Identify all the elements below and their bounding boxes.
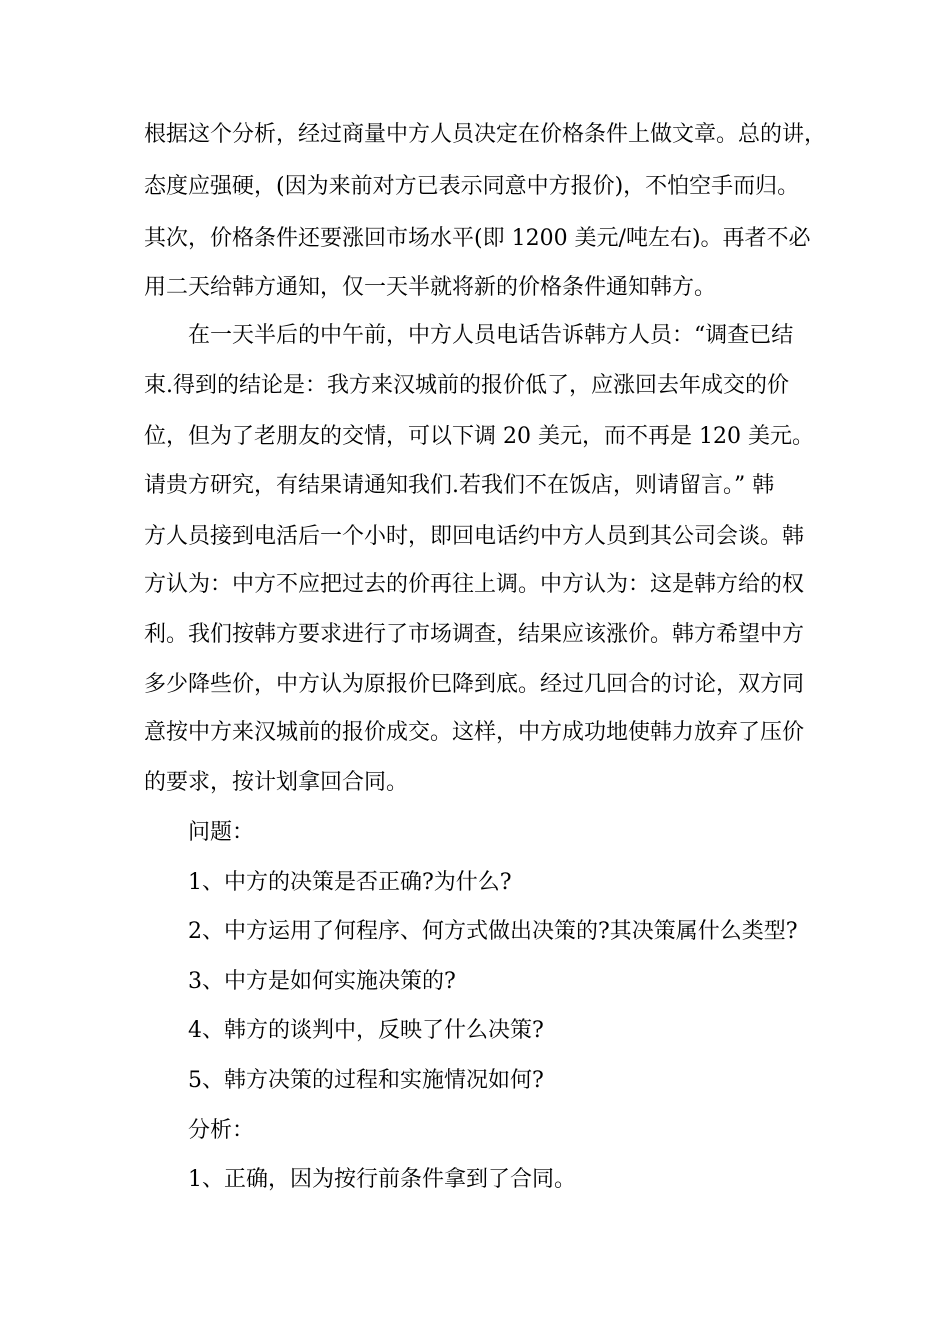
analysis-heading: 分析： <box>188 1118 255 1143</box>
paragraph-1-line-3: 其次，价格条件还要涨回市场水平(即 1200 美元/吨左右)。再者不必 <box>144 226 811 251</box>
question-5: 5、韩方决策的过程和实施情况如何? <box>188 1068 544 1093</box>
paragraph-2-line-3: 位，但为了老朋友的交情，可以下调 20 美元，而不再是 120 美元。 <box>144 424 814 449</box>
paragraph-2-line-5: 方人员接到电活后一个小时，即回电话约中方人员到其公司会谈。韩 <box>144 524 805 549</box>
analysis-item-1: 1、正确，因为按行前条件拿到了合同。 <box>188 1167 576 1192</box>
paragraph-2-line-1: 在一天半后的中午前，中方人员电话告诉韩方人员：“调查已结 <box>188 323 794 348</box>
paragraph-2-line-2: 束.得到的结论是：我方来汉城前的报价低了，应涨回去年成交的价 <box>144 373 789 398</box>
paragraph-2-line-7: 利。我们按韩方要求进行了市场调查，结果应该涨价。韩方希望中方 <box>144 622 805 647</box>
question-1: 1、中方的决策是否正确?为什么? <box>188 870 512 895</box>
question-3: 3、中方是如何实施决策的? <box>188 969 456 994</box>
paragraph-1-line-4: 用二天给韩方通知，仅一天半就将新的价格条件通知韩方。 <box>144 275 717 300</box>
paragraph-2-line-10: 的要求，按计划拿回合同。 <box>144 770 409 795</box>
questions-heading: 问题： <box>188 820 255 845</box>
paragraph-1-line-2: 态度应强硬，(因为来前对方已表示同意中方报价)，不怕空手而归。 <box>144 174 800 199</box>
paragraph-2-line-6: 方认为：中方不应把过去的价再往上调。中方认为：这是韩方给的权 <box>144 572 805 597</box>
question-2: 2、中方运用了何程序、何方式做出决策的?其决策属什么类型? <box>188 919 798 944</box>
paragraph-2-line-8: 多少降些价，中方认为原报价巳降到底。经过几回合的讨论，双方同 <box>144 672 805 697</box>
question-4: 4、韩方的谈判中，反映了什么决策? <box>188 1018 544 1043</box>
paragraph-1-line-1: 根据这个分析，经过商量中方人员决定在价格条件上做文章。总的讲， <box>144 122 827 147</box>
paragraph-2-line-4: 请贵方研究，有结果请通知我们.若我们不在饭店，则请留言。” 韩 <box>144 473 775 498</box>
paragraph-2-line-9: 意按中方来汉城前的报价成交。这样，中方成功地使韩力放弃了压价 <box>144 720 805 745</box>
